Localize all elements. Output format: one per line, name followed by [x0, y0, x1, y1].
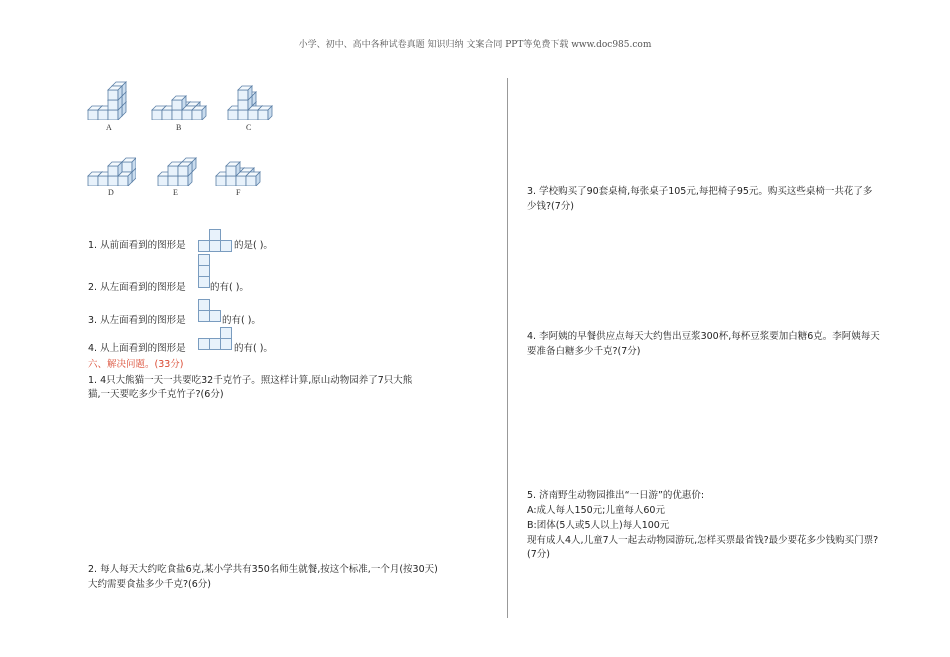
- solid-figure-c: [226, 80, 276, 120]
- solid-figure-a: [86, 80, 136, 120]
- question-3-prefix: 3. 从左面看到的图形是: [88, 315, 186, 326]
- question-4-prefix: 4. 从上面看到的图形是: [88, 343, 186, 354]
- figure-label-a: A: [106, 123, 112, 132]
- problem-5-option-a: A:成人每人150元;儿童每人60元: [527, 505, 665, 516]
- problem-1-line-2: 猫,一天要吃多少千克竹子?(6分): [88, 389, 224, 400]
- problem-2-line-1: 2. 每人每天大约吃食盐6克,某小学共有350名师生就餐,按这个标准,一个月(按30天): [88, 564, 438, 575]
- problem-3-line-1: 3. 学校购买了90套桌椅,每张桌子105元,每把椅子95元。购买这些桌椅一共花了多: [527, 186, 873, 197]
- problem-4-line-1: 4. 李阿姨的早餐供应点每天大约售出豆浆300杯,每杯豆浆要加白糖6克。李阿姨每天: [527, 331, 880, 342]
- problem-5-option-b: B:团体(5人或5人以上)每人100元: [527, 520, 670, 531]
- section-title: 六、解决问题。(33分): [88, 359, 184, 370]
- problem-5-line-1: 5. 济南野生动物园推出“一日游”的优惠价:: [527, 490, 705, 501]
- problem-4-line-2: 要准备白糖多少千克?(7分): [527, 346, 641, 357]
- page-header: 小学、初中、高中各种试卷真题 知识归纳 文案合同 PPT等免费下载 www.doc985.com: [298, 40, 652, 50]
- figure-label-f: F: [236, 188, 241, 197]
- solid-figure-b: [150, 80, 210, 120]
- figure-label-b: B: [176, 123, 182, 132]
- question-1-suffix: 的是( )。: [234, 240, 273, 251]
- question-4-suffix: 的有( )。: [234, 343, 273, 354]
- question-3-suffix: 的有( )。: [222, 315, 261, 326]
- solid-figure-f: [214, 152, 264, 186]
- problem-5-line-5: (7分): [527, 549, 550, 560]
- question-2-suffix: 的有( )。: [210, 282, 249, 293]
- problem-1-line-1: 1. 4只大熊猫一天一共要吃32千克竹子。照这样计算,原山动物园养了7只大熊: [88, 375, 413, 386]
- problem-2-line-2: 大约需要食盐多少千克?(6分): [88, 579, 211, 590]
- question-1-prefix: 1. 从前面看到的图形是: [88, 240, 186, 251]
- figure-label-e: E: [173, 188, 178, 197]
- question-2-prefix: 2. 从左面看到的图形是: [88, 282, 186, 293]
- column-divider: [507, 78, 508, 618]
- figure-label-c: C: [246, 123, 252, 132]
- figure-label-d: D: [108, 188, 114, 197]
- problem-5-line-4: 现有成人4人,儿童7人一起去动物园游玩,怎样买票最省钱?最少要花多少钱购买门票?: [527, 535, 879, 546]
- problem-3-line-2: 少钱?(7分): [527, 201, 574, 212]
- solid-figure-e: [156, 152, 198, 186]
- solid-figure-d: [86, 152, 136, 186]
